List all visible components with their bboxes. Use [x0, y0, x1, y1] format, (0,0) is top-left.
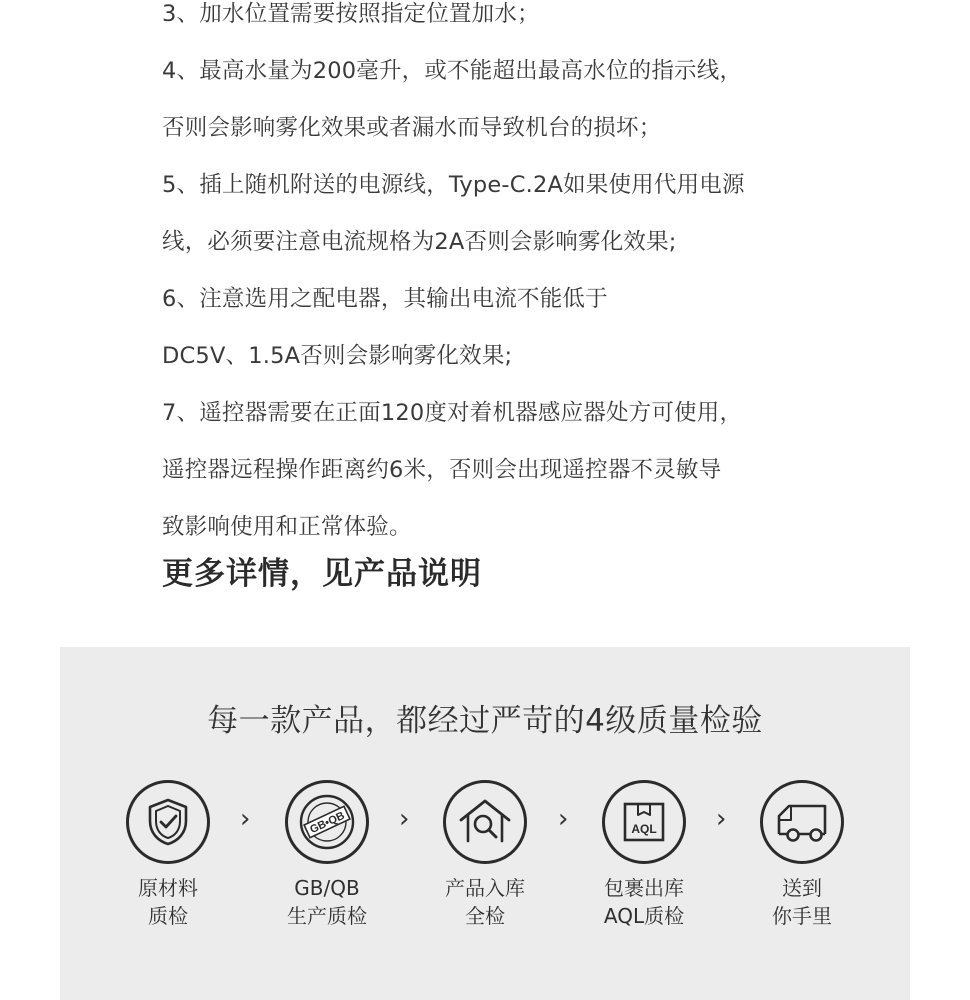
- chevron-right-icon: ›: [399, 804, 410, 834]
- chevron-right-icon: ›: [716, 804, 727, 834]
- step-gb-qb-production-inspection: [247, 780, 410, 930]
- step-label-line: 送到: [782, 876, 822, 900]
- step-raw-material-inspection: [88, 780, 251, 930]
- step-icon-circle: [126, 780, 210, 864]
- quality-inspection-panel: [60, 647, 910, 1000]
- step-label-line: 原材料: [138, 876, 198, 900]
- step-label-line: AQL质检: [603, 904, 685, 928]
- step-label: [564, 874, 724, 930]
- package-aql-icon: [619, 798, 669, 846]
- warehouse-magnifier-icon: [457, 796, 513, 848]
- note-line: 3、加水位置需要按照指定位置加水；: [162, 1, 540, 27]
- step-icon-circle: [602, 780, 686, 864]
- note-line: 否则会影响雾化效果或者漏水而导致机台的损坏；: [162, 115, 662, 141]
- step-label-line: 全检: [465, 904, 505, 928]
- step-label: [722, 874, 882, 930]
- note-line: 4、最高水量为200毫升，或不能超出最高水位的指示线，: [162, 58, 743, 84]
- step-icon-circle: [285, 780, 369, 864]
- step-label: [88, 874, 248, 930]
- note-line: 5、插上随机附送的电源线，Type-C.2A如果使用代用电源: [162, 172, 745, 198]
- note-line: 致影响使用和正常体验。: [162, 514, 412, 540]
- delivery-truck-icon: [773, 798, 831, 846]
- gb-qb-stamp-icon: [296, 791, 358, 853]
- chevron-right-icon: ›: [240, 804, 251, 834]
- gb-qb-stamp-text: GB•QB: [308, 809, 347, 837]
- step-label-line: 质检: [148, 904, 188, 928]
- aql-label-text: AQL: [631, 822, 657, 836]
- shield-check-icon: [145, 797, 191, 847]
- note-line: 6、注意选用之配电器，其输出电流不能低于: [162, 286, 608, 312]
- usage-notes: [162, 0, 922, 556]
- chevron-right-icon: ›: [558, 804, 569, 834]
- note-line: 7、遥控器需要在正面120度对着机器感应器处方可使用，: [162, 400, 743, 426]
- step-delivered-to-you: [722, 780, 882, 930]
- step-label-line: 产品入库: [445, 876, 525, 900]
- step-label-line: 包裹出库: [604, 876, 684, 900]
- note-line: DC5V、1.5A否则会影响雾化效果;: [162, 343, 513, 369]
- step-label-line: 生产质检: [287, 904, 367, 928]
- more-details-heading: 更多详情，见产品说明: [162, 556, 482, 592]
- step-icon-circle: [443, 780, 527, 864]
- step-warehouse-full-inspection: [405, 780, 565, 930]
- step-label-line: 你手里: [772, 904, 832, 928]
- note-line: 遥控器远程操作距离约6米，否则会出现遥控器不灵敏导: [162, 457, 722, 483]
- quality-inspection-title: 每一款产品，都经过严苛的4级质量检验: [207, 703, 763, 739]
- step-label-line: GB/QB: [294, 876, 360, 900]
- step-package-aql-inspection: [564, 780, 727, 930]
- step-label: [405, 874, 565, 930]
- step-label: [247, 874, 407, 930]
- note-line: 线，必须要注意电流规格为2A否则会影响雾化效果;: [162, 229, 677, 255]
- step-icon-circle: [760, 780, 844, 864]
